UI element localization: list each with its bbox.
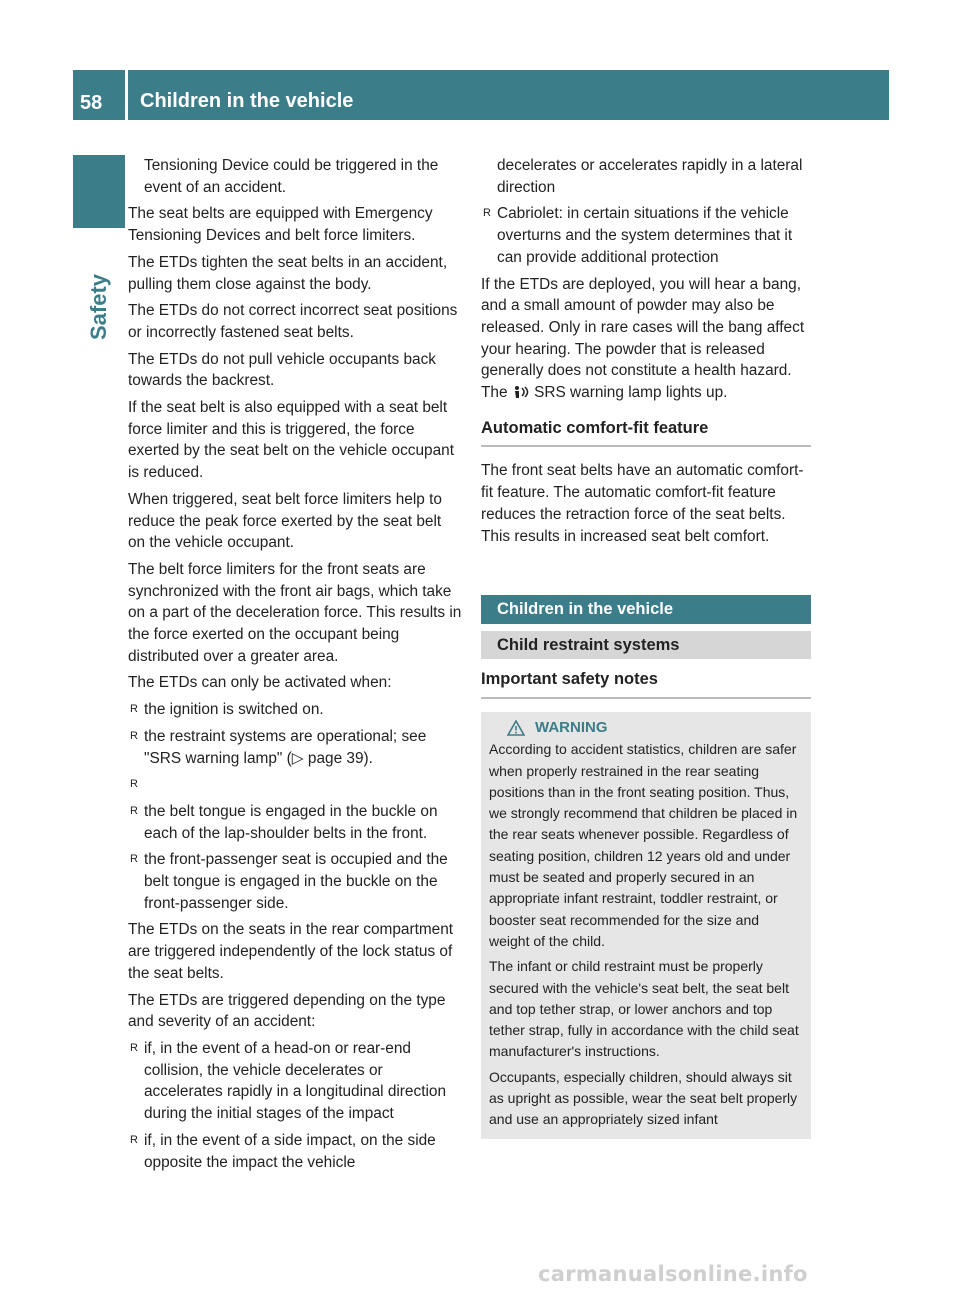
list-item [128, 726, 462, 769]
list-item-text: the ignition is switched on. [144, 701, 324, 719]
paragraph: The front seat belts have an automatic comfort-fit feature. The automatic comfort-fit feature reduces the retraction force of the seat belts. This results in increased seat belt comfort. [481, 462, 804, 545]
bullet-icon: R [130, 853, 138, 866]
section-title-bar: Children in the vehicle [481, 595, 811, 624]
list-item-text: Cabriolet: in certain situations if the vehicle overturns and the system determines that it can provide additional protection [497, 205, 793, 266]
section-tab-block [73, 155, 125, 228]
paragraph-text: SRS warning lamp lights up. [534, 384, 728, 402]
header-divider [125, 70, 128, 120]
bullet-icon: R [130, 778, 138, 791]
list-item [128, 1038, 462, 1125]
paragraph: The ETDs on the seats in the rear compartment are triggered independently of the lock status of the seat belts. [128, 921, 454, 982]
list-item [128, 699, 462, 721]
warning-paragraph: The infant or child restraint must be properly secured with the vehicle's seat belt, the seat belt and top tether strap, or lower anchors and top tether strap, fully in accordance with the child seat manufacturer's instructions. [489, 958, 799, 1060]
list-item [128, 849, 462, 914]
warning-paragraph: According to accident statistics, children are safer when properly restrained in the rear seating positions than in the front seating position. Thus, we strongly recommend that children be placed in the rear seats whenever possible. Regardless of seating position, children 12 years old and under must be seated and properly secured in an appropriate infant restraint, toddler restraint, or booster seat recommended for the size and weight of the child. [489, 741, 798, 949]
heading-safety-notes: Important safety notes [481, 669, 811, 699]
bullet-icon: R [130, 703, 138, 716]
paragraph: The seat belts are equipped with Emergency Tensioning Devices and belt force limiters. [128, 205, 433, 245]
bullet-icon: R [483, 207, 491, 220]
paragraph: decelerates or accelerates rapidly in a lateral direction [497, 157, 803, 196]
paragraph: The ETDs tighten the seat belts in an accident, pulling them close against the body. [128, 253, 448, 293]
list-item [128, 1130, 462, 1173]
page-number: 58 [80, 92, 103, 114]
warning-box [481, 712, 811, 1139]
warning-header [489, 717, 803, 738]
bullet-icon: R [130, 1133, 138, 1146]
list-item-text: the belt tongue is engaged in the buckle on each of the lap-shoulder belts in the front. [144, 802, 438, 842]
paragraph: The ETDs are triggered depending on the type and severity of an accident: [128, 991, 446, 1031]
paragraph: When triggered, seat belt force limiters help to reduce the peak force exerted by the seat belt on the vehicle occupant. [128, 490, 442, 552]
warning-paragraph: Occupants, especially children, should always sit as upright as possible, wear the seat belt properly and use an appropriately sized infant [489, 1068, 798, 1128]
warning-triangle-icon [507, 720, 525, 736]
left-column [128, 155, 462, 1178]
list-item [128, 801, 462, 844]
paragraph: If the seat belt is also equipped with a seat belt force limiter and this is triggered, the force exerted by the seat belt on the vehicle occupant is reduced. [128, 399, 454, 482]
list-item [128, 774, 462, 796]
paragraph-text: If the ETDs are deployed, you will hear a bang, and a small amount of powder may also be released. Only in rare cases will the bang affect your hearing. The powder that is released generally does not constitute a health hazard. The [481, 275, 805, 402]
paragraph: The ETDs do not correct incorrect seat positions or incorrectly fastened seat belts. [128, 302, 458, 341]
right-column [481, 155, 811, 1139]
bullet-icon: R [130, 729, 138, 742]
list-item-text: if, in the event of a head-on or rear-end collision, the vehicle decelerates or accelerates rapidly in a longitudinal direction during the initial stages of the impact [144, 1040, 447, 1123]
paragraph [481, 274, 811, 404]
section-side-label: Safety [86, 273, 111, 340]
subsection-title-bar: Child restraint systems [481, 631, 811, 659]
watermark: carmanualsonline.info [538, 1262, 808, 1286]
paragraph: The ETDs do not pull vehicle occupants back towards the backrest. [128, 350, 436, 390]
header-title: Children in the vehicle [140, 90, 354, 112]
list-item-text: the front-passenger seat is occupied and the belt tongue is engaged in the buckle on the front-passenger side. [144, 851, 448, 912]
list-item-text: the restraint systems are operational; see "SRS warning lamp" (▷ page 39). [144, 727, 427, 767]
paragraph: Tensioning Device could be triggered in the event of an accident. [144, 157, 439, 196]
srs-warning-lamp-icon [512, 385, 530, 399]
bullet-icon: R [130, 1042, 138, 1054]
list-item-text: if, in the event of a side impact, on the side opposite the impact the vehicle [144, 1131, 436, 1171]
list-item [481, 203, 811, 268]
bullet-icon: R [130, 804, 138, 817]
paragraph: The belt force limiters for the front seats are synchronized with the front air bags, which take on a part of the deceleration force. This results in the force exerted on the occupant being distributed over a greater area. [128, 560, 462, 665]
warning-title: WARNING [535, 718, 608, 736]
paragraph: The ETDs can only be activated when: [128, 674, 392, 692]
heading-comfort-fit: Automatic comfort-fit feature [481, 418, 811, 448]
